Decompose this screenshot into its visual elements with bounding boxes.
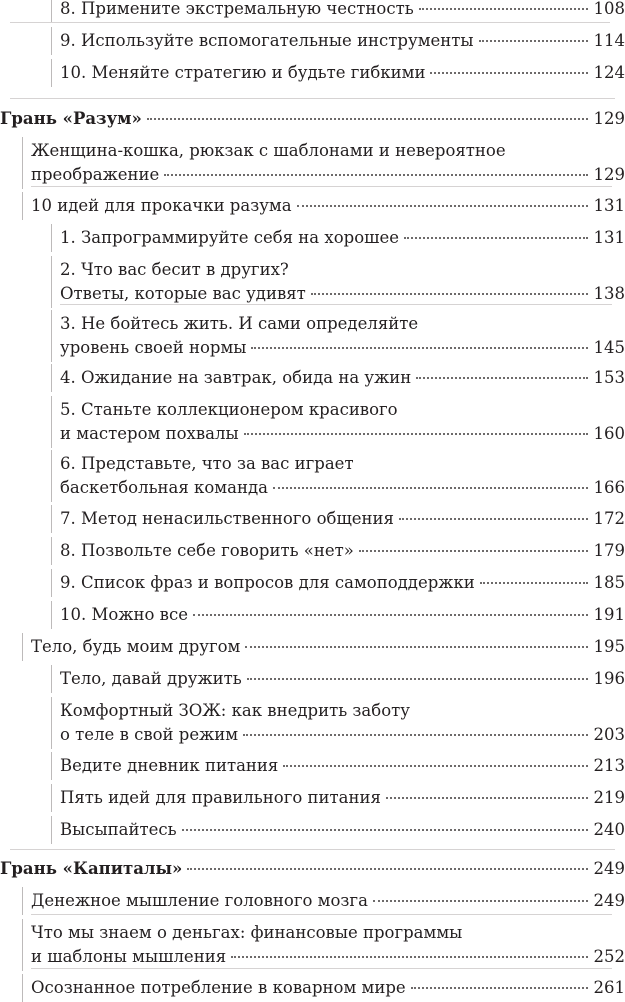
toc-entry-line xyxy=(0,29,625,53)
entry-indent-rule xyxy=(22,919,23,971)
entry-indent-rule xyxy=(51,784,52,812)
entry-indent-rule xyxy=(51,569,52,597)
dot-leader xyxy=(247,677,588,680)
dot-leader xyxy=(411,986,588,989)
entry-indent-rule xyxy=(51,310,52,362)
toc-entry-line xyxy=(0,507,625,531)
toc-page-number: 108 xyxy=(594,0,625,21)
dot-leader xyxy=(273,486,588,489)
toc-entry-title: 8. Примените экстремальную честность xyxy=(60,0,414,21)
toc-entry-line xyxy=(0,635,625,659)
section-divider xyxy=(10,22,610,23)
entry-indent-rule xyxy=(51,752,52,780)
toc-page-number: 172 xyxy=(594,507,625,531)
toc-page-number: 203 xyxy=(594,723,625,747)
dot-leader xyxy=(480,581,588,584)
toc-entry-title: Ответы, которые вас удивят xyxy=(60,282,306,306)
toc-entry-title: 8. Позвольте себе говорить «нет» xyxy=(60,539,354,563)
toc-entry-title: Тело, давай дружить xyxy=(60,667,242,691)
section-divider xyxy=(31,186,612,187)
toc-entry-title: баскетбольная команда xyxy=(60,476,268,500)
toc-entry-line xyxy=(0,107,625,131)
toc-entry-title: 10. Можно все xyxy=(60,603,188,627)
toc-entry-title: Ведите дневник питания xyxy=(60,754,278,778)
toc-entry-title: Тело, будь моим другом xyxy=(31,635,240,659)
toc-entry-line xyxy=(0,366,625,390)
toc-entry-title: 4. Ожидание на завтрак, обида на ужин xyxy=(60,366,411,390)
toc-page-number: 213 xyxy=(594,754,625,778)
section-divider xyxy=(10,98,615,99)
toc-page-number: 249 xyxy=(594,857,625,881)
toc-page-number: 131 xyxy=(594,194,625,218)
toc-entry-line xyxy=(0,312,625,336)
toc-entry-line xyxy=(0,452,625,476)
toc-page-number: 261 xyxy=(594,976,625,1000)
toc-entry-line xyxy=(0,921,625,945)
toc-entry-title: 9. Используйте вспомогательные инструменты xyxy=(60,29,474,53)
entry-indent-rule xyxy=(51,665,52,693)
entry-indent-rule xyxy=(51,59,52,87)
toc-entry-line xyxy=(0,476,625,500)
toc-entry-line xyxy=(0,61,625,85)
dot-leader xyxy=(399,517,588,520)
toc-entry-line xyxy=(0,139,625,163)
toc-entry-line xyxy=(0,754,625,778)
entry-indent-rule xyxy=(51,816,52,844)
toc-entry-title: Осознанное потребление в коварном мире xyxy=(31,976,406,1000)
toc-entry-line xyxy=(0,857,625,881)
toc-entry-line xyxy=(0,818,625,842)
dot-leader xyxy=(182,828,588,831)
entry-indent-rule xyxy=(51,505,52,533)
entry-indent-rule xyxy=(51,537,52,565)
toc-page-number: 195 xyxy=(594,635,625,659)
dot-leader xyxy=(479,39,588,42)
toc-page-number: 191 xyxy=(594,603,625,627)
toc-page-number: 145 xyxy=(594,336,625,360)
toc-page-number: 129 xyxy=(594,107,625,131)
toc-entry-title: 7. Метод ненасильственного общения xyxy=(60,507,394,531)
section-divider xyxy=(31,914,612,915)
toc-entry-title: уровень своей нормы xyxy=(60,336,246,360)
toc-entry-title: Денежное мышление головного мозга xyxy=(31,889,368,913)
toc-entry-title: 9. Список фраз и вопросов для самоподдержки xyxy=(60,571,475,595)
dot-leader xyxy=(231,955,587,958)
dot-leader xyxy=(359,549,588,552)
entry-indent-rule xyxy=(51,256,52,308)
toc-entry-title: и шаблоны мышления xyxy=(31,945,226,969)
toc-entry-line xyxy=(0,422,625,446)
toc-entry-title: 10. Меняйте стратегию и будьте гибкими xyxy=(60,61,425,85)
toc-entry-line xyxy=(0,945,625,969)
toc-entry-line xyxy=(0,0,625,21)
toc-entry-title: преображение xyxy=(31,163,159,187)
entry-indent-rule xyxy=(22,192,23,220)
toc-entry-line xyxy=(0,194,625,218)
toc-page-number: 240 xyxy=(594,818,625,842)
toc-page-number: 131 xyxy=(594,226,625,250)
toc-page-number: 160 xyxy=(594,422,625,446)
toc-page-number: 219 xyxy=(594,786,625,810)
toc-page-number: 153 xyxy=(594,366,625,390)
toc-entry-title: Высыпайтесь xyxy=(60,818,177,842)
toc-entry-title: 6. Представьте, что за вас играет xyxy=(60,452,354,476)
toc-entry-title: Женщина-кошка, рюкзак с шаблонами и невероятное xyxy=(31,139,506,163)
toc-page-number: 252 xyxy=(594,945,625,969)
toc-page-number: 166 xyxy=(594,476,625,500)
toc-entry-title: 1. Запрограммируйте себя на хорошее xyxy=(60,226,399,250)
dot-leader xyxy=(430,71,587,74)
toc-entry-title: 3. Не бойтесь жить. И сами определяйте xyxy=(60,312,418,336)
entry-indent-rule xyxy=(22,633,23,661)
dot-leader xyxy=(244,432,588,435)
toc-entry-title: и мастером похвалы xyxy=(60,422,239,446)
entry-indent-rule xyxy=(51,601,52,629)
dot-leader xyxy=(373,899,588,902)
toc-entry-line xyxy=(0,571,625,595)
entry-indent-rule xyxy=(51,0,52,23)
entry-indent-rule xyxy=(22,974,23,1002)
dot-leader xyxy=(251,346,587,349)
toc-entry-title: 10 идей для прокачки разума xyxy=(31,194,292,218)
dot-leader xyxy=(193,613,588,616)
dot-leader xyxy=(187,867,587,870)
toc-entry-line xyxy=(0,336,625,360)
toc-entry-title: Грань «Капиталы» xyxy=(0,857,182,881)
toc-entry-line xyxy=(0,976,625,1000)
section-divider xyxy=(10,849,615,850)
entry-indent-rule xyxy=(51,224,52,252)
section-divider xyxy=(31,968,612,969)
dot-leader xyxy=(419,7,588,10)
section-divider xyxy=(60,304,612,305)
toc-page-number: 138 xyxy=(594,282,625,306)
entry-indent-rule xyxy=(22,137,23,189)
dot-leader xyxy=(416,376,587,379)
toc-entry-title: Что мы знаем о деньгах: финансовые программы xyxy=(31,921,462,945)
dot-leader xyxy=(147,117,588,120)
dot-leader xyxy=(164,173,587,176)
toc-entry-line xyxy=(0,282,625,306)
toc-entry-title: 2. Что вас бесит в других? xyxy=(60,258,289,282)
toc-entry-line xyxy=(0,667,625,691)
toc-page-number: 114 xyxy=(594,29,625,53)
toc-page-number: 179 xyxy=(594,539,625,563)
toc-entry-title: Пять идей для правильного питания xyxy=(60,786,381,810)
entry-indent-rule xyxy=(51,27,52,55)
entry-indent-rule xyxy=(51,364,52,392)
toc-entry-line xyxy=(0,723,625,747)
entry-indent-rule xyxy=(51,396,52,448)
toc-page-number: 185 xyxy=(594,571,625,595)
dot-leader xyxy=(311,292,588,295)
toc-entry-line xyxy=(0,163,625,187)
toc-entry-line xyxy=(0,226,625,250)
dot-leader xyxy=(283,764,587,767)
toc-page-number: 196 xyxy=(594,667,625,691)
toc-entry-line xyxy=(0,699,625,723)
toc-entry-title: о теле в свой режим xyxy=(60,723,238,747)
toc-entry-line xyxy=(0,786,625,810)
dot-leader xyxy=(243,733,587,736)
toc-entry-title: 5. Станьте коллекционером красивого xyxy=(60,398,398,422)
entry-indent-rule xyxy=(51,697,52,749)
toc-entry-title: Комфортный ЗОЖ: как внедрить заботу xyxy=(60,699,410,723)
dot-leader xyxy=(404,236,588,239)
entry-indent-rule xyxy=(22,887,23,915)
toc-entry-title: Грань «Разум» xyxy=(0,107,142,131)
dot-leader xyxy=(297,204,588,207)
dot-leader xyxy=(386,796,588,799)
toc-entry-line xyxy=(0,398,625,422)
toc-page-number: 249 xyxy=(594,889,625,913)
toc-entry-line xyxy=(0,539,625,563)
toc-page-number: 129 xyxy=(594,163,625,187)
toc-entry-line xyxy=(0,889,625,913)
dot-leader xyxy=(245,645,587,648)
toc-entry-line xyxy=(0,603,625,627)
toc-entry-line xyxy=(0,258,625,282)
entry-indent-rule xyxy=(51,450,52,502)
toc-page-number: 124 xyxy=(594,61,625,85)
